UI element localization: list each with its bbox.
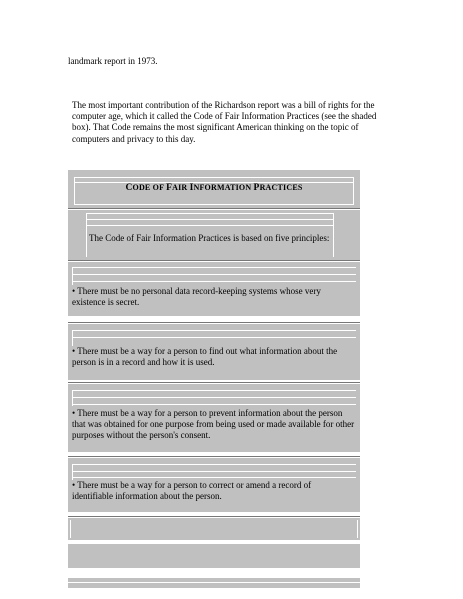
box-intro-panel bbox=[68, 210, 360, 260]
box-intro-text: The Code of Fair Information Practices is based on five principles: bbox=[89, 233, 330, 243]
box-footer-panel-1 bbox=[68, 518, 360, 540]
box-footer-panel-3 bbox=[68, 578, 360, 588]
box-title-panel bbox=[68, 170, 360, 208]
box-title: CODE OF FAIR INFORMATION PRACTICES bbox=[125, 183, 303, 193]
principle-panel-4 bbox=[68, 458, 360, 512]
principle-2: • There must be a way for a person to find out what information about the person is in a record and how it is used. bbox=[72, 346, 338, 368]
intro-fragment: landmark report in 1973. bbox=[68, 56, 158, 66]
box-footer-panel-2 bbox=[68, 544, 360, 568]
principle-panel-2 bbox=[68, 324, 360, 380]
principle-4: • There must be a way for a person to correct or amend a record of identifiable information about the person. bbox=[72, 480, 312, 502]
body-paragraph: The most important contribution of the Richardson report was a bill of rights for the computer age, which it called the Code of Fair Information Practices (see the shaded box). That Code remains the most significant American thinking on the topic of computers and privacy to this day. bbox=[72, 100, 377, 144]
principle-1: • There must be no personal data record-keeping systems whose very existence is secret. bbox=[72, 286, 321, 308]
principle-panel-3 bbox=[68, 384, 360, 452]
principle-panel-1 bbox=[68, 262, 360, 316]
principle-3: • There must be a way for a person to prevent information about the person that was obtained for one purpose from being used or made available for other purposes without the person's consent. bbox=[72, 408, 355, 441]
